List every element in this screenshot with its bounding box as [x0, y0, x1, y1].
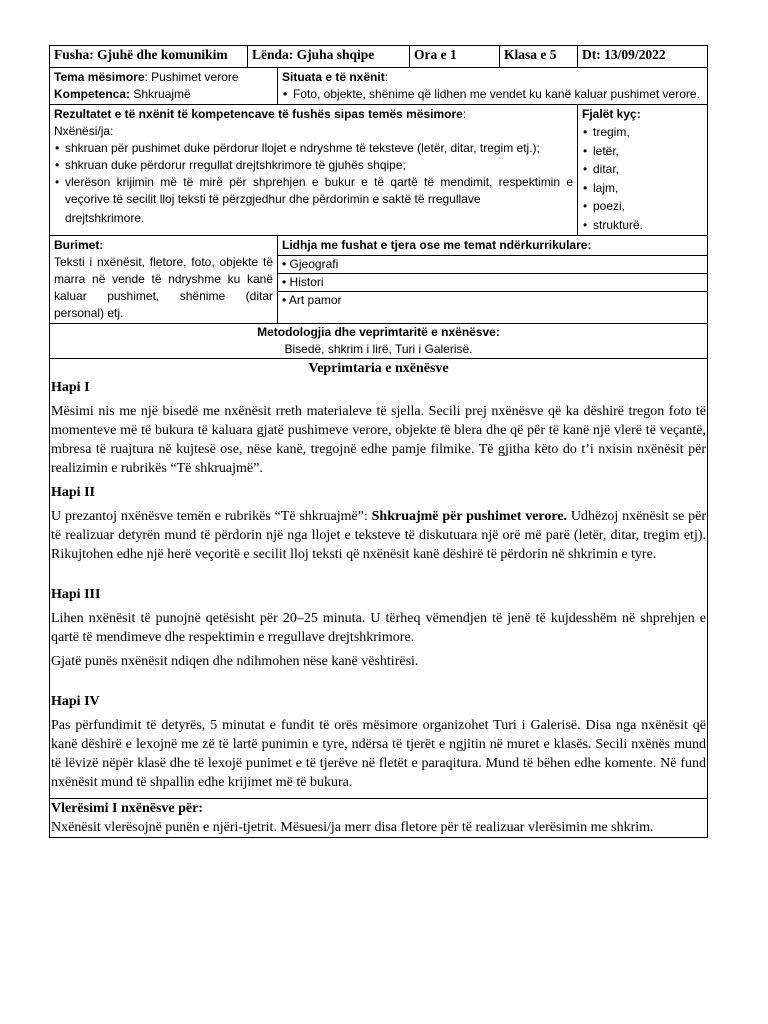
- metodologjia-row: [50, 324, 708, 359]
- fjalet-item: • ditar,: [582, 160, 703, 179]
- hapi-1-title: Hapi I: [51, 380, 90, 395]
- fjalet-item: • strukturë.: [582, 216, 703, 235]
- header-fusha: Fusha: Gjuhë dhe komunikim: [50, 46, 248, 68]
- hapi-3-text-1: Lihen nxënësit të punojnë qetësisht për 20–25 minuta. U tërheq vëmendjen të jenë të kujdesshëm në shprehjen e qartë të mendimeve dhe respektimin e rregullave drejtshkrimore.: [51, 611, 706, 645]
- situata-colon: :: [384, 70, 389, 84]
- header-klasa: Klasa e 5: [500, 46, 578, 68]
- header-date: Dt: 13/09/2022: [578, 46, 708, 68]
- vleresimi-text: Nxënësit vlerësojnë punën e njëri-tjetrit. Mësuesi/ja merr disa fletore për të realizuar vlerësimin me shkrim.: [51, 820, 654, 835]
- veprimtaria-title: Veprimtaria e nxënësve: [308, 361, 449, 376]
- lidhja-item-text: Histori: [289, 275, 324, 289]
- fjalet-item: • lajm,: [582, 179, 703, 198]
- vleresimi-cell: [50, 799, 708, 838]
- fjalet-list: [582, 123, 703, 234]
- metodologjia-text: Bisedë, shkrim i lirë, Turi i Galerisë.: [284, 342, 473, 356]
- lidhja-item-text: Gjeografi: [289, 257, 339, 271]
- hapi-2-title: Hapi II: [51, 485, 95, 500]
- hapi-4-title: Hapi IV: [51, 694, 100, 709]
- fjalet-item: • tregim,: [582, 123, 703, 142]
- metodologjia-title: Metodologjia dhe veprimtaritë e nxënësve:: [257, 325, 500, 339]
- hapi-3-title: Hapi III: [51, 587, 101, 602]
- situata-item: • Foto, objekte, shënime që lidhen me vendet ku kanë kaluar pushimet verore.: [282, 86, 703, 103]
- header-lenda: Lënda: Gjuha shqipe: [248, 46, 410, 68]
- tema-cell: [50, 68, 278, 105]
- lidhja-title: Lidhja me fushat e tjera ose me temat ndërkurrikulare:: [282, 238, 592, 252]
- fjalet-title: Fjalët kyç:: [582, 107, 641, 121]
- metodologjia-cell: [50, 324, 708, 359]
- veprimtaria-cell: [50, 359, 708, 799]
- rezultatet-item: • shkruan duke përdorur rregullat drejtshkrimore të gjuhës shqipe;: [54, 157, 573, 174]
- hapi-2-text-b: Udhëzoj nxënësit se për të realizuar detyrën mund të përdorin një nga llojet e teksteve të diskutuara një orë më parë (letër, ditar, tregim etj). Rikujtohen edhe një herë veçoritë e secilit lloj teksti që nxënësit kanë dëshirë të përdorin në shkrimin e tyre.: [51, 509, 707, 562]
- burimet-text: Teksti i nxënësit, fletore, foto, objekte të marra në vende të ndryshme ku kanë kaluar pushimet, shënime (ditar personal) etj.: [54, 255, 273, 320]
- header-ora: Ora e 1: [410, 46, 500, 68]
- rezultatet-item: • shkruan për pushimet duke përdorur llojet e ndryshme të teksteve (letër, ditar, tregim etj.);: [54, 140, 573, 157]
- fjalet-cell: [578, 105, 708, 236]
- hapi-2-text-a: U prezantoj nxënësve temën e rubrikës “Të shkruajmë”:: [51, 509, 372, 524]
- rezultatet-tail: drejtshkrimore.: [65, 211, 145, 225]
- vleresimi-title: Vlerësimi I nxënësve për:: [51, 801, 204, 816]
- lidhja-item: • Histori: [278, 273, 707, 291]
- situata-cell: [278, 68, 708, 105]
- hapi-4-text: Pas përfundimit të detyrës, 5 minutat e fundit të orës mësimore organizohet Turi i Galerisë. Disa nga nxënësit që kanë dëshirë e lexojnë me zë të lartë punimin e tyre, ndërsa të tjerët e ngjitin në muret e klasës. Secili nxënës mund të lëvizë nëpër klasë dhe të lexojë punimet e të tjerëve në fletët e paraqitura. Mund të bëhen edhe komente. Në fund nxënësit mund të shpallin edhe krijimet më të bukura.: [51, 718, 706, 790]
- lidhja-item-text: Art pamor: [288, 293, 342, 307]
- hapi-2-text-bold: Shkruajmë për pushimet verore.: [371, 509, 568, 524]
- tema-value: : Pushimet verore: [144, 70, 239, 84]
- hapi-1-text: Mësimi nis me një bisedë me nxënësit rreth materialeve të sjella. Secili prej nxënësve që ka dëshirë tregon foto të momenteve më të bukura të kaluara gjatë pushimeve verore, objekte të blera dhe që për të kanë një vlerë të veçantë, mbresa të ruajtura në kujtesë ose, nëse kanë, tregojnë edhe pamje filmike. Të gjitha këto do t’i nxisin nxënësit për realizimin e rubrikës “Të shkruajmë”.: [51, 404, 706, 476]
- rezultatet-intro: Nxënësi/ja:: [54, 124, 114, 138]
- rezultatet-list: [54, 140, 573, 208]
- fjalet-item: • poezi,: [582, 197, 703, 216]
- situata-label: Situata e të nxënit: [282, 70, 385, 84]
- header-row: [50, 46, 708, 68]
- rezultatet-cell: [50, 105, 578, 236]
- lesson-plan-table: [49, 45, 708, 838]
- tema-label: Tema mësimore: [54, 70, 145, 84]
- veprimtaria-row: [50, 359, 708, 799]
- burimet-cell: [50, 236, 278, 324]
- burimet-row: [50, 236, 708, 324]
- rezultatet-row: [50, 105, 708, 236]
- vleresimi-row: [50, 799, 708, 838]
- rezultatet-colon: :: [462, 107, 467, 121]
- kompetenca-label: Kompetenca:: [54, 87, 131, 101]
- rezultatet-title: Rezultatet e të nxënit të kompetencave të fushës sipas temës mësimore: [54, 107, 463, 121]
- lesson-plan-page: [49, 45, 707, 838]
- lidhja-item: • Gjeografi: [278, 255, 707, 273]
- tema-row: [50, 68, 708, 105]
- kompetenca-value: Shkruajmë: [130, 87, 191, 101]
- hapi-3-text-2: Gjatë punës nxënësit ndiqen dhe ndihmohen nëse kanë vështirësi.: [51, 654, 419, 669]
- lidhja-item: • Art pamor: [278, 291, 707, 309]
- situata-list: [282, 86, 703, 103]
- fjalet-item: • letër,: [582, 142, 703, 161]
- burimet-title: Burimet:: [54, 238, 104, 252]
- hapi-2-text: [51, 507, 706, 564]
- lidhja-cell: [278, 236, 708, 324]
- rezultatet-item: • vlerëson krijimin më të mirë për shprehjen e bukur e të qartë të mendimit, respektimin e veçorive të secilit lloj teksti të përzgjedhur dhe përdorimin e saktë të rregullave: [54, 174, 573, 208]
